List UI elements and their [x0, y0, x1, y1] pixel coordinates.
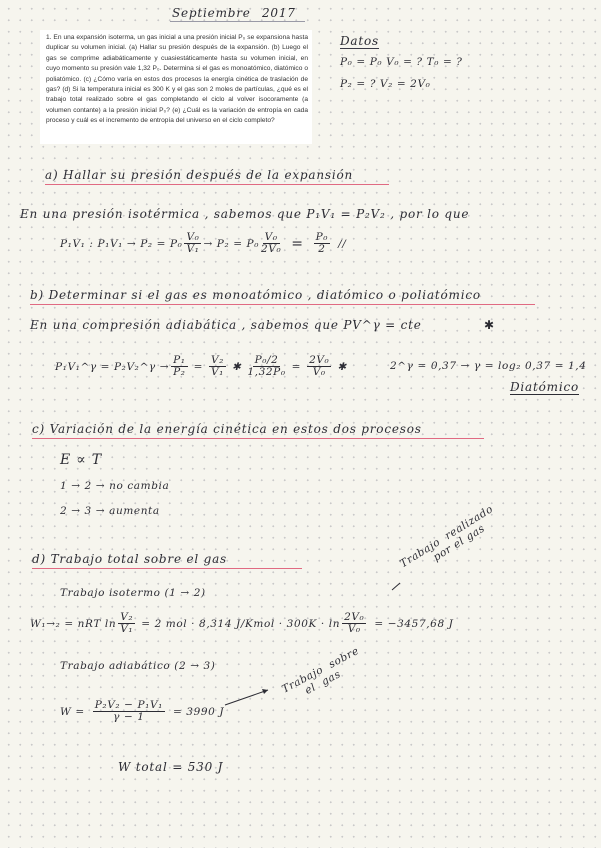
part-d-underline	[32, 568, 302, 569]
part-d-w12-rhs: = 2 mol · 8,314 J/Kmol · 300K · ln	[141, 617, 341, 630]
part-b-eq-2: =	[193, 360, 203, 373]
part-a-mid: → P₂ = P₀	[203, 237, 260, 250]
part-d-total: W total = 530 J	[118, 760, 224, 774]
arrow-stroke	[225, 690, 268, 705]
part-a-heading: a) Hallar su presión después de la expansión	[45, 168, 354, 182]
part-c-line-3: 2 → 3 → aumenta	[60, 505, 160, 517]
part-d-w12-frac-2: $\frac{\text{2V₀}}{\text{V₀}}$	[344, 611, 365, 635]
part-c-heading: c) Variación de la energía cinética en estos dos procesos	[32, 422, 422, 436]
part-a-line-1: En una presión isotérmica , sabemos que P₁V₁ = P₂V₂ , por lo que	[20, 207, 470, 221]
part-c-underline	[32, 438, 484, 439]
datos-title: Datos	[340, 34, 379, 48]
part-d-note-1: Trabajo realizado por el gas	[398, 503, 496, 581]
header-month: Septiembre	[172, 6, 251, 20]
part-a-line-2	[60, 232, 346, 255]
arrow-head	[262, 689, 268, 694]
part-c-line-1: E ∝ T	[60, 452, 102, 468]
part-b-heading: b) Determinar si el gas es monoatómico , diatómico o poliatómico	[30, 288, 481, 302]
part-b-frac-1: $\frac{\text{P₁}}{\text{P₂}}$	[173, 354, 186, 378]
part-d-w23-result: = 3990 J	[172, 705, 225, 718]
part-b-frac-3: $\frac{\text{P₀/2}}{\text{1,32P₀}}$	[247, 354, 286, 378]
part-b-underline	[30, 304, 535, 305]
part-d-note-2: Trabajo sobre el gas	[280, 644, 362, 707]
part-a-frac-1: $\frac{\text{V₀}}{\text{V₁}}$	[186, 231, 200, 255]
part-b-star: ✱	[484, 318, 495, 332]
header-year: 2017	[262, 6, 296, 20]
part-d-w12-result: = −3457,68 J	[374, 617, 454, 630]
part-d-adia-label: Trabajo adiabático (2 → 3)	[60, 660, 216, 672]
datos-line-1: P₀ = P₀ V₀ = ? T₀ = ?	[340, 56, 463, 68]
part-a-frac-2: $\frac{\text{V₀}}{\text{2V₀}}$	[261, 231, 282, 255]
part-d-heading: d) Trabajo total sobre el gas	[32, 552, 228, 566]
part-b-eq-lhs: P₁V₁^γ = P₂V₂^γ →	[55, 360, 170, 373]
part-a-eq: =	[291, 235, 304, 252]
part-c-line-2: 1 → 2 → no cambia	[60, 480, 170, 492]
part-a-frac-3: $\frac{\text{P₀}}{2}$	[315, 231, 329, 255]
header-underline	[170, 21, 305, 22]
part-a-end-mark: //	[338, 237, 347, 250]
part-d-w23	[60, 700, 224, 723]
part-d-w23-lhs: W =	[60, 705, 85, 718]
part-b-result: 2^γ = 0,37 → γ = log₂ 0,37 = 1,4	[390, 360, 587, 372]
part-d-w23-frac: $\frac{\text{P₂V₂ − P₁V₁}}{\gamma - 1}$	[94, 699, 163, 723]
part-d-w12-frac: $\frac{\text{V₂}}{\text{V₁}}$	[120, 611, 134, 635]
part-d-w12	[30, 612, 453, 635]
part-d-iso-label: Trabajo isotermo (1 → 2)	[60, 587, 206, 599]
part-b-equation: P₁V₁^γ = P₂V₂^γ → $\frac{\text{P₁}}{\text{P₂}}$ = $\frac{\text{V₂}}{\text{V₁}}$ ✱ $\frac{\text{P₀/2}}{\text{1,32P₀}}$ = $\frac{\text{2V₀}}{\text{V₀}}$ ✱	[55, 354, 347, 378]
part-d-w12-lhs: W₁→₂ = nRT ln	[30, 617, 117, 630]
part-a-lhs: P₁V₁ : P₁V₁ → P₂ = P₀	[60, 237, 183, 250]
part-b-frac-2: $\frac{\text{V₂}}{\text{V₁}}$	[210, 354, 224, 378]
part-b-frac-4: $\frac{\text{2V₀}}{\text{V₀}}$	[309, 354, 330, 378]
datos-line-2: P₂ = ? V₂ = 2V₀	[340, 78, 431, 90]
problem-statement: 1. En una expansión isoterma, un gas inicial a una presión inicial P₀ se expansiona hasta duplicar su volumen inicial. (a) Hallar su presión después de la expansión. (b) Luego el gas se comprime adiabáticamente y cuasiestáticamente hasta su volumen inicial, en cuyo momento su presión vale 1,32 P₀. Determina si el gas es monoatómico, diatómico o poliatómico. (c) ¿Cómo varía en estos dos procesos la energía cinética de traslación de gas? (d) Si la temperatura inicial es 300 K y el gas son 2 moles de partículas, ¿qué es el trabajo total realizado sobre el gas completando el ciclo al volver isocoramente (a volumen contante) a la presión inicial P₀? (e) ¿Cuál es la variación de entropía en cada proceso y cuál es el incremento de entropía del universo en el ciclo completo?	[40, 30, 312, 144]
part-a-underline	[45, 184, 389, 185]
part-b-conclusion: Diatómico	[510, 380, 580, 394]
part-b-line-1: En una compresión adiabática , sabemos que PV^γ = cte	[30, 318, 422, 332]
arrow-stroke-2	[392, 583, 400, 590]
